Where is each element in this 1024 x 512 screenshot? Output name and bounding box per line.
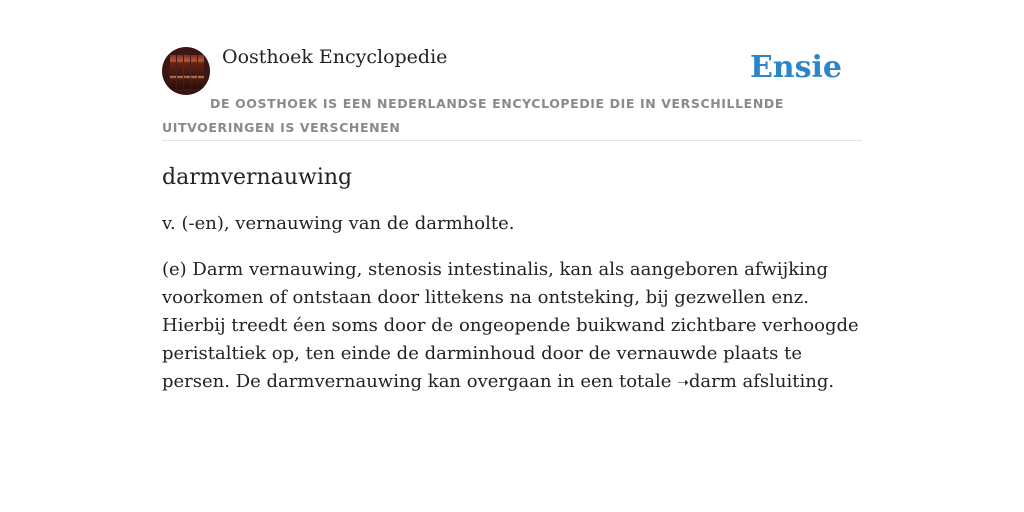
book-spine xyxy=(177,55,183,89)
site-title[interactable]: Oosthoek Encyclopedie xyxy=(222,46,448,68)
cross-reference-link[interactable] xyxy=(677,371,828,392)
entry-content xyxy=(162,160,862,397)
entry-title: darmvernauwing xyxy=(162,165,353,190)
book-spine xyxy=(184,55,190,89)
cross-reference-label: darm afsluiting xyxy=(688,371,829,392)
book-spine xyxy=(198,55,204,89)
ensie-logo-link[interactable]: Ensie xyxy=(749,50,842,85)
header xyxy=(162,44,862,141)
site-tagline: DE OOSTHOEK IS EEN NEDERLANDSE ENCYCLOPEDIE DIE IN VERSCHILLENDE UITVOERINGEN IS VERSCHENEN xyxy=(162,96,784,135)
arrow-icon: ➝ xyxy=(677,375,689,391)
entry-definition: v. (-en), vernauwing van de darmholte. xyxy=(162,213,515,234)
book-spine xyxy=(191,55,197,89)
encyclopedia-avatar-image xyxy=(162,47,210,95)
entry-body xyxy=(162,256,862,397)
book-spine xyxy=(170,55,176,89)
entry-body-text: (e) Darm vernauwing, stenosis intestinalis, kan als aangeboren afwijking voorkomen of ontstaan door littekens na ontsteking, bij gezwellen enz. Hierbij treedt éen soms door de ongeopende buikwand zichtbare verhoogde peristaltiek op, ten einde de darminhoud door de vernauwde plaats te persen. De darmvernauwing kan overgaan in een totale xyxy=(162,259,859,392)
entry-body-end: . xyxy=(828,371,835,392)
